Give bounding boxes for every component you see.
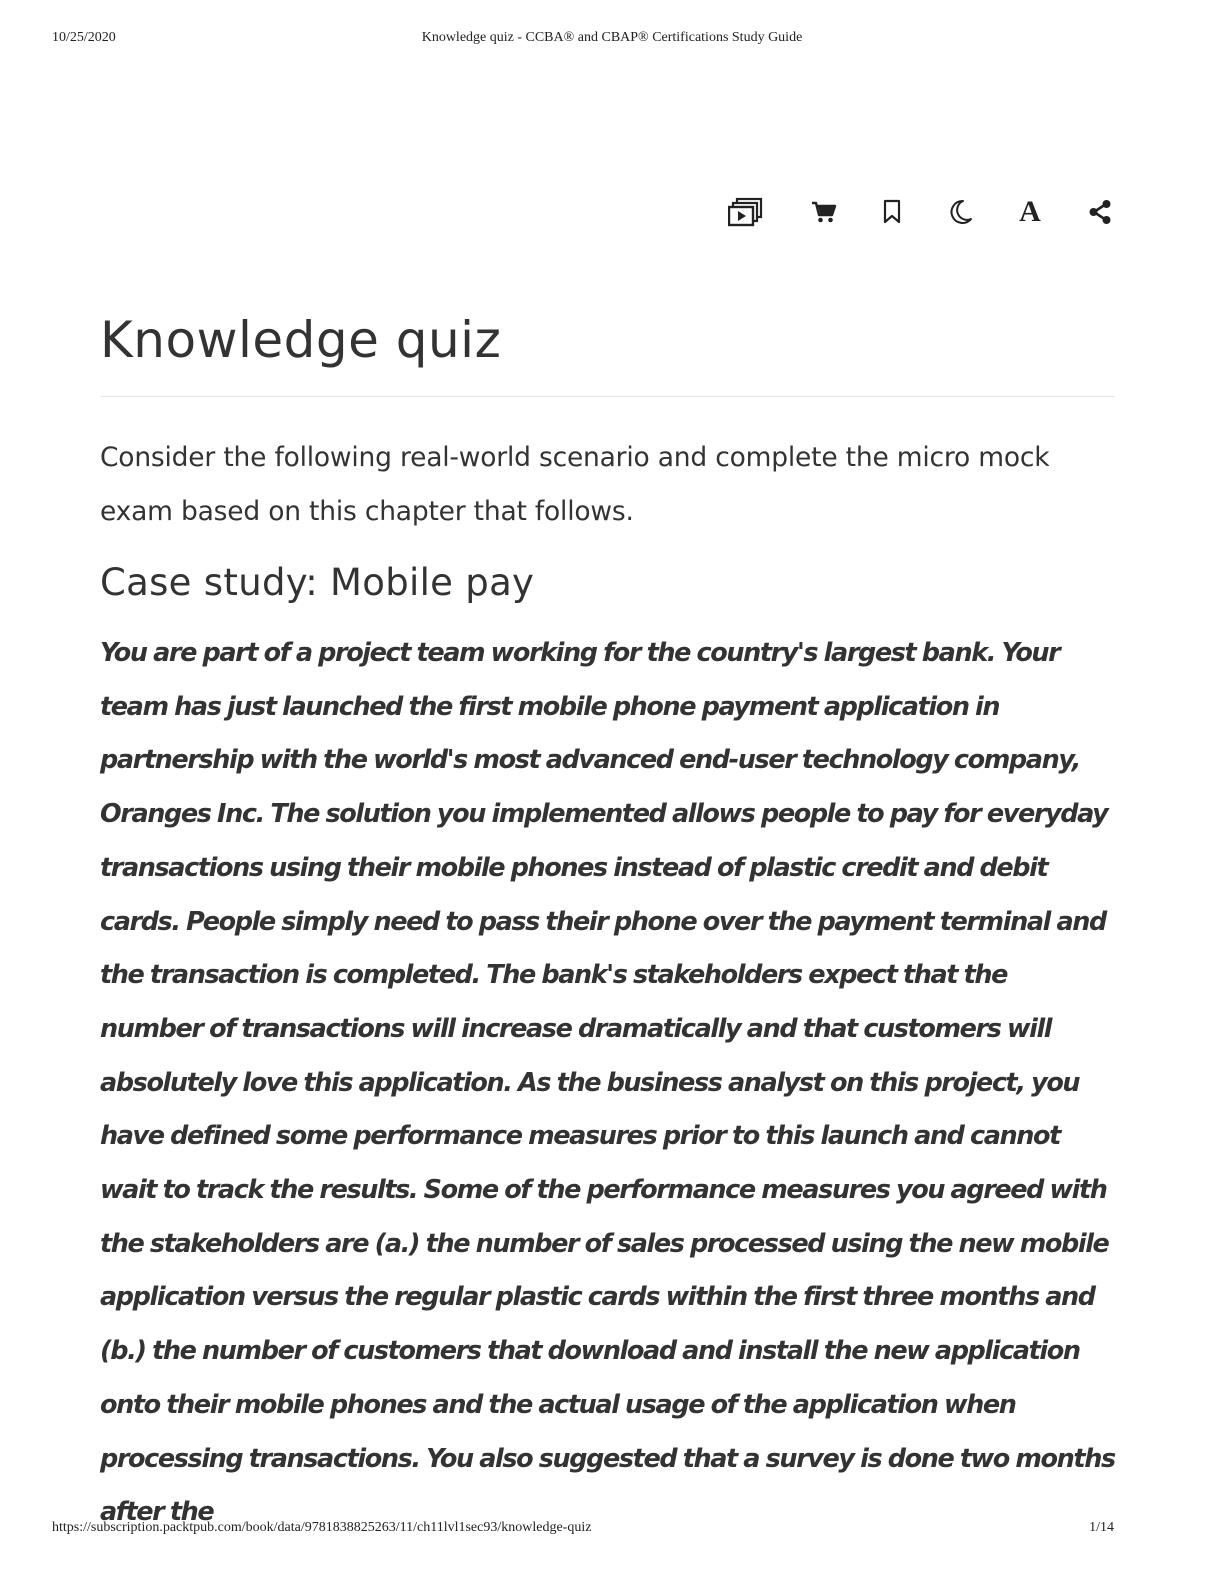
intro-paragraph: Consider the following real-world scenario and complete the micro mock exam based on this chapter that follows. — [100, 442, 1050, 527]
title-divider — [100, 396, 1115, 397]
print-header — [52, 30, 1172, 50]
print-footer — [52, 1520, 1172, 1540]
bookmark-button[interactable] — [870, 192, 914, 232]
dark-mode-toggle[interactable] — [938, 192, 982, 232]
reader-toolbar — [720, 192, 1120, 232]
case-study-body: You are part of a project team working for the country's largest bank. Your team has just launched the first mobile phone payment application in partnership with the world's most advanced end-user technology company, Oranges Inc. The solution you implemented allows people to pay for everyday transactions using their mobile phones instead of plastic credit and debit cards. People simply need to pass their phone over the payment terminal and the transaction is completed. The bank's stakeholders expect that the number of transactions will increase dramatically and that customers will absolutely love this application. As the business analyst on this project, you have defined some performance measures prior to this launch and cannot wait to track the results. Some of the performance measures you agreed with the stakeholders are (a.) the number of sales processed using the new mobile application versus the regular plastic cards within the first three months and (b.) the number of customers that download and install the new application onto their mobile phones and the actual usage of the application when processing transactions. You also suggested that a survey is done two months after the — [100, 638, 1115, 1528]
font-icon: A — [1019, 195, 1041, 228]
print-url: https://subscription.packtpub.com/book/data/9781838825263/11/ch11lvl1sec93/knowledge-quiz — [52, 1520, 592, 1535]
bookmark-icon — [882, 199, 902, 225]
moon-icon — [947, 199, 973, 225]
case-study-heading: Case study: Mobile pay — [100, 561, 535, 604]
font-settings-button[interactable] — [1008, 192, 1052, 232]
share-icon — [1087, 199, 1113, 225]
print-doc-title: Knowledge quiz - CCBA® and CBAP® Certifications Study Guide — [421, 30, 803, 45]
playlist-video-icon — [728, 197, 764, 227]
print-page-number: 1/14 — [1089, 1520, 1114, 1535]
page-title: Knowledge quiz — [100, 311, 502, 369]
playlist-video-button[interactable] — [724, 192, 768, 232]
article-content — [100, 300, 1115, 1540]
print-date: 10/25/2020 — [52, 30, 116, 45]
cart-button[interactable] — [802, 192, 846, 232]
share-button[interactable] — [1078, 192, 1122, 232]
cart-icon — [811, 200, 837, 224]
